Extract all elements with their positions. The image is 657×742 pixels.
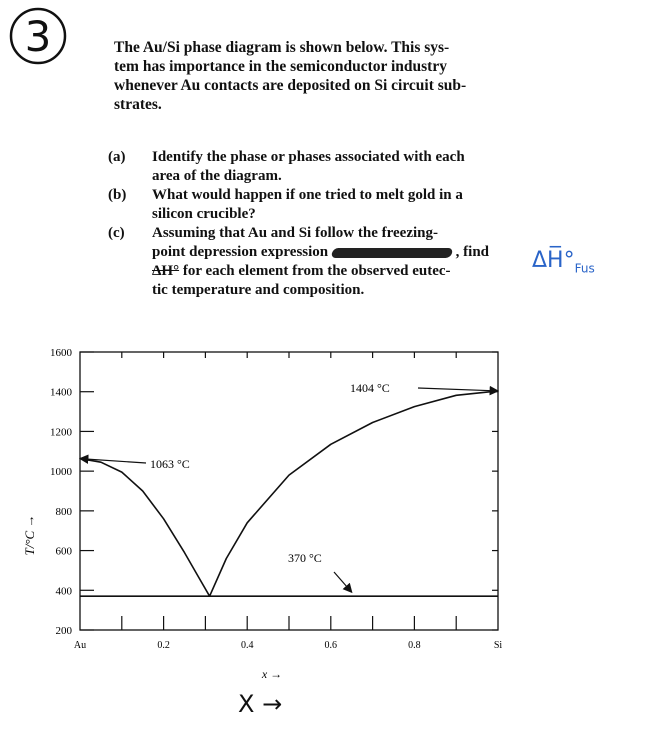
- part-a: [108, 148, 568, 186]
- part-text: , find: [455, 244, 490, 260]
- part-text: for each element from the observed eutec-: [179, 263, 451, 279]
- handwritten-note: [532, 248, 595, 275]
- y-tick-label: 200: [55, 625, 72, 637]
- annotation-label: 370 °C: [288, 551, 322, 565]
- delta-h-symbol: ΔH°: [152, 263, 180, 279]
- handwritten-subscript: Fus: [574, 261, 595, 276]
- annotation-arrow: [334, 572, 352, 592]
- y-tick-label: 800: [55, 505, 72, 518]
- annotation-arrow: [418, 388, 498, 391]
- x-axis-ticks: [74, 352, 503, 651]
- annotation-label: 1404 °C: [350, 381, 390, 395]
- annotations: [80, 381, 498, 592]
- x-tick-label: Si: [493, 640, 503, 651]
- annotation-label: 1063 °C: [150, 457, 190, 471]
- x-tick-label: 0.8: [408, 640, 421, 651]
- part-line: [152, 262, 568, 281]
- y-tick-label: 1000: [50, 466, 72, 479]
- part-line: silicon crucible?: [152, 206, 256, 222]
- handwritten-delta-h: ΔH̅°: [532, 248, 575, 273]
- problem-number: 3: [24, 11, 52, 61]
- problem-number-badge: [8, 6, 68, 66]
- question-parts: [108, 148, 568, 300]
- part-line: [152, 243, 568, 262]
- y-tick-label: 1600: [50, 347, 72, 359]
- series-line: [80, 459, 210, 597]
- intro-line: The Au/Si phase diagram is shown below. This sys-: [114, 39, 450, 56]
- part-line: tic temperature and composition.: [152, 282, 365, 298]
- x-tick-label: 0.2: [157, 640, 170, 651]
- part-label: (c): [108, 225, 125, 241]
- y-tick-label: 600: [55, 545, 72, 558]
- part-b: [108, 186, 568, 224]
- part-text: point depression expression: [152, 244, 329, 260]
- intro-line: strates.: [114, 96, 162, 113]
- phase-diagram-svg: [0, 330, 657, 737]
- phase-diagram: [0, 330, 657, 737]
- y-tick-label: 1200: [50, 426, 72, 439]
- intro-line: whenever Au contacts are deposited on Si circuit sub-: [114, 77, 467, 94]
- part-line: What would happen if one tried to melt gold in a: [152, 187, 463, 203]
- curves: [80, 391, 498, 596]
- y-tick-label: 400: [55, 585, 72, 598]
- series-line: [210, 391, 498, 596]
- intro-line: tem has importance in the semiconductor industry: [114, 58, 447, 75]
- part-label: (a): [108, 149, 126, 165]
- part-line: Assuming that Au and Si follow the freezing-: [152, 225, 438, 241]
- part-c: [108, 224, 568, 300]
- intro-paragraph: [114, 38, 554, 114]
- part-label: (b): [108, 187, 127, 203]
- scribble-redaction: [331, 248, 454, 258]
- y-axis-label: T/°C →: [22, 514, 37, 556]
- y-tick-label: 1400: [50, 386, 72, 399]
- x-axis-label: x →: [261, 667, 283, 681]
- handwritten-x-label: X →: [238, 690, 283, 718]
- part-line: Identify the phase or phases associated with each: [152, 149, 465, 165]
- x-tick-label: Au: [73, 640, 87, 651]
- x-tick-label: 0.6: [324, 640, 338, 651]
- part-line: area of the diagram.: [152, 168, 282, 184]
- x-tick-label: 0.4: [240, 640, 254, 651]
